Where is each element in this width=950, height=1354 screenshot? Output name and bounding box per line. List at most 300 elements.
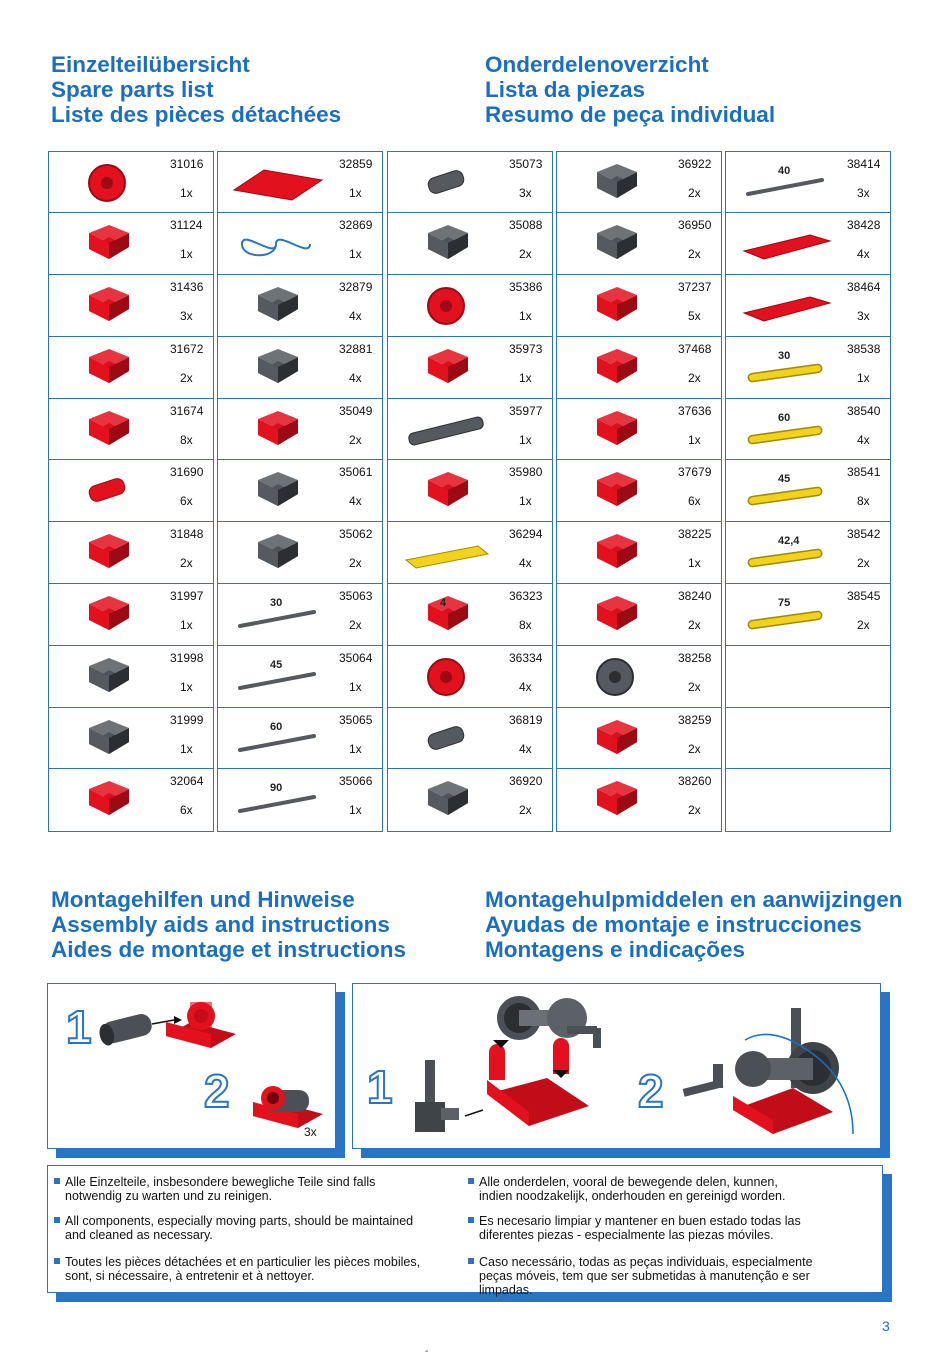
part-image: [730, 712, 838, 766]
heading-en: Spare parts list: [51, 77, 214, 102]
part-number: 38428: [847, 218, 881, 233]
part-quantity: 1x: [180, 247, 193, 262]
frame-icon: [561, 217, 669, 271]
part-quantity: 6x: [180, 803, 193, 818]
part-cell: [48, 151, 214, 214]
heading-bottom-left: [51, 887, 406, 962]
part-image: [392, 403, 500, 457]
heading-es: Lista da piezas: [485, 77, 646, 102]
part-number: 37237: [678, 280, 712, 295]
part-image: [392, 588, 500, 642]
part-image: [53, 464, 161, 518]
axle-icon: [222, 588, 330, 642]
mini-plate-icon: [53, 526, 161, 580]
part-quantity: 1x: [349, 185, 362, 200]
heading-nl: Onderdelenoverzicht: [485, 52, 709, 77]
part-cell: [725, 398, 891, 461]
part-cell: [217, 645, 383, 708]
assembly-illustration-right: [353, 984, 879, 1147]
heading-bottom-right: [485, 887, 903, 962]
strip-icon: [730, 464, 838, 518]
part-number: 38225: [678, 527, 712, 542]
assembly-panel-right: [352, 983, 881, 1149]
part-number: 32881: [339, 341, 373, 356]
part-image: [561, 464, 669, 518]
heading-pt: Montagens e indicações: [485, 937, 746, 962]
part-image: [392, 773, 500, 827]
part-number: 38259: [678, 712, 712, 727]
part-number: 31997: [170, 589, 204, 604]
frame-icon: [561, 156, 669, 210]
part-cell: [387, 336, 553, 399]
heading-fr: Aides de montage et instructions: [51, 937, 407, 962]
winch-assembled: [683, 1008, 853, 1134]
worm-icon: [392, 403, 500, 457]
track-icon: [222, 156, 330, 210]
part-cell: [725, 151, 891, 214]
part-quantity: 1x: [519, 432, 532, 447]
length-label: 42,4: [778, 535, 800, 548]
part-cell: [725, 212, 891, 275]
part-cell: [387, 212, 553, 275]
part-quantity: 1x: [349, 247, 362, 262]
cradle-part: [487, 1038, 589, 1126]
part-image: [392, 217, 500, 271]
step-number: 1: [367, 1061, 393, 1113]
part-cell: [725, 459, 891, 522]
part-cell: [48, 583, 214, 646]
part-quantity: 4x: [857, 247, 870, 262]
part-number: 36922: [678, 156, 712, 171]
heading-en: Assembly aids and instructions: [51, 912, 390, 937]
part-number: 31998: [170, 650, 204, 665]
part-quantity: 6x: [180, 494, 193, 509]
note-pt: Caso necessário, todas as peças individuais, especialmente peças móveis, tem que ser submetidas à manutenção e ser limpadas.: [479, 1255, 849, 1297]
part-image: [222, 217, 330, 271]
part-quantity: 2x: [688, 247, 701, 262]
part-number: 31672: [170, 341, 204, 356]
crank-icon: [53, 650, 161, 704]
part-quantity: 2x: [688, 803, 701, 818]
part-cell: [48, 212, 214, 275]
part-cell: [556, 151, 722, 214]
part-number: 38542: [847, 527, 881, 542]
heading-top-right: [485, 52, 775, 127]
part-quantity: 2x: [688, 741, 701, 756]
part-quantity: 2x: [349, 618, 362, 633]
part-quantity: 1x: [180, 618, 193, 633]
part-cell: [217, 583, 383, 646]
bracket-icon: [53, 217, 161, 271]
part-image: [392, 156, 500, 210]
parts-column: [48, 152, 214, 832]
part-number: 35977: [509, 403, 543, 418]
parts-column: [217, 152, 383, 832]
part-cell: [217, 521, 383, 584]
length-label: 90: [270, 782, 283, 795]
part-cell: [48, 521, 214, 584]
bullet-icon: [54, 1258, 60, 1264]
heading-fr: Liste des pièces détachées: [51, 102, 342, 127]
part-cell: [387, 707, 553, 770]
part-quantity: 4x: [519, 679, 532, 694]
part-image: [53, 217, 161, 271]
part-image: [730, 279, 838, 333]
note-fr: Toutes les pièces détachées et en particulier les pièces mobiles, sont, si nécessaire, à entretenir et à nettoyer.: [65, 1255, 450, 1283]
part-image: [392, 650, 500, 704]
part-image: [561, 156, 669, 210]
part-image: [392, 341, 500, 395]
part-number: 35061: [339, 465, 373, 480]
part-image: [392, 464, 500, 518]
part-cell: [556, 336, 722, 399]
part-cell: [387, 768, 553, 831]
cube-icon: [561, 403, 669, 457]
sleeve-part: [97, 1012, 154, 1047]
part-number: 37468: [678, 341, 712, 356]
part-image: [53, 773, 161, 827]
part-number: 32869: [339, 218, 373, 233]
part-cell: [217, 336, 383, 399]
part-image: [730, 588, 838, 642]
strip-icon: [730, 341, 838, 395]
part-number: 31999: [170, 712, 204, 727]
part-number: 38541: [847, 465, 881, 480]
part-quantity: 2x: [688, 679, 701, 694]
parts-column: [556, 152, 722, 832]
part-image: [222, 712, 330, 766]
part-cell: [48, 707, 214, 770]
part-image: [730, 650, 838, 704]
part-quantity: 2x: [180, 556, 193, 571]
parts-column: [387, 152, 553, 832]
part-quantity: 8x: [180, 432, 193, 447]
arrow-head: [174, 1016, 182, 1024]
empty-slot: [730, 773, 838, 827]
part-image: [222, 341, 330, 395]
part-image: [222, 464, 330, 518]
part-image: [53, 403, 161, 457]
lever-icon: [53, 341, 161, 395]
part-image: [561, 279, 669, 333]
part-cell: [217, 212, 383, 275]
heading-es: Ayudas de montaje e instrucciones: [485, 912, 862, 937]
step-number: 2: [638, 1065, 664, 1117]
part-cell: [556, 645, 722, 708]
empty-slot: [730, 712, 838, 766]
length-label: 45: [778, 473, 791, 486]
part-cell: [48, 398, 214, 461]
base-plate-icon: [730, 217, 838, 271]
part-quantity: 3x: [519, 185, 532, 200]
part-quantity: 2x: [519, 247, 532, 262]
part-image: [53, 341, 161, 395]
part-quantity: 1x: [519, 309, 532, 324]
axle-icon: [222, 773, 330, 827]
part-cell: [556, 459, 722, 522]
part-number: 31690: [170, 465, 204, 480]
reel-icon: [53, 156, 161, 210]
note-de: Alle Einzelteile, insbesondere bewegliche Teile sind falls notwendig zu warten und zu reinigen.: [65, 1175, 400, 1203]
part-quantity: 1x: [688, 556, 701, 571]
part-quantity: 3x: [857, 185, 870, 200]
part-quantity: 5x: [688, 309, 701, 324]
part-number: 36920: [509, 774, 543, 789]
part-cell: [556, 398, 722, 461]
part-image: [561, 403, 669, 457]
part-cell: [48, 768, 214, 831]
length-label: 30: [270, 597, 283, 610]
part-image: [561, 773, 669, 827]
sleeve-icon: [392, 156, 500, 210]
part-quantity: 1x: [519, 370, 532, 385]
long-plate-icon: [730, 279, 838, 333]
part-cell: [556, 212, 722, 275]
part-quantity: 1x: [180, 185, 193, 200]
hinge-block-icon: [53, 279, 161, 333]
length-label: 4: [440, 597, 447, 610]
angle-block-icon: [561, 588, 669, 642]
hook-icon: [561, 526, 669, 580]
part-quantity: 1x: [349, 741, 362, 756]
part-cell: [217, 274, 383, 337]
part-image: [730, 526, 838, 580]
part-number: 36323: [509, 589, 543, 604]
part-number: 32064: [170, 774, 204, 789]
part-image: [222, 526, 330, 580]
qty-label: 3x: [304, 1125, 317, 1139]
strut-icon: [392, 526, 500, 580]
part-number: 35073: [509, 156, 543, 171]
part-image: [561, 217, 669, 271]
part-image: [392, 712, 500, 766]
part-number: 31124: [170, 218, 203, 233]
heading-pt: Resumo de peça individual: [485, 102, 776, 127]
part-image: [222, 650, 330, 704]
part-number: 35049: [339, 403, 373, 418]
strip-icon: [730, 526, 838, 580]
part-cell: [387, 459, 553, 522]
part-number: 31848: [170, 527, 204, 542]
part-image: [392, 526, 500, 580]
bullet-icon: [468, 1258, 474, 1264]
axle-bolt-icon: [53, 464, 161, 518]
crank-handle-icon: [392, 217, 500, 271]
part-quantity: 2x: [349, 432, 362, 447]
part-quantity: 1x: [180, 679, 193, 694]
part-number: 36294: [509, 527, 543, 542]
part-number: 37636: [678, 403, 712, 418]
part-cell: [556, 707, 722, 770]
empty-slot: [730, 650, 838, 704]
part-quantity: 1x: [857, 370, 870, 385]
mini-plate-icon: [561, 279, 669, 333]
part-number: 37679: [678, 465, 712, 480]
empty-cell: [725, 707, 891, 770]
part-quantity: 2x: [180, 370, 193, 385]
empty-cell: [725, 645, 891, 708]
note-es: Es necesario limpiar y mantener en buen estado todas las diferentes piezas - especialmente las piezas móviles.: [479, 1214, 814, 1242]
part-number: 35066: [339, 774, 373, 789]
part-cell: [217, 768, 383, 831]
part-cell: [48, 274, 214, 337]
empty-cell: [725, 768, 891, 831]
part-number: 38540: [847, 403, 881, 418]
part-number: 35062: [339, 527, 373, 542]
part-quantity: 2x: [688, 370, 701, 385]
part-number: 31436: [170, 280, 204, 295]
cube-icon: [392, 341, 500, 395]
part-image: [222, 403, 330, 457]
sleeve-icon: [392, 712, 500, 766]
part-image: [730, 217, 838, 271]
part-quantity: 1x: [180, 741, 193, 756]
part-quantity: 2x: [349, 556, 362, 571]
axle-icon: [222, 650, 330, 704]
heading-top-left: [51, 52, 341, 127]
post-clamp-part: [415, 1060, 459, 1132]
part-image: [222, 279, 330, 333]
part-quantity: 8x: [857, 494, 870, 509]
holder-icon: [392, 773, 500, 827]
part-number: 36334: [509, 650, 543, 665]
part-cell: [556, 583, 722, 646]
part-cell: [387, 398, 553, 461]
part-image: [730, 464, 838, 518]
part-quantity: 4x: [519, 741, 532, 756]
part-number: 35980: [509, 465, 543, 480]
part-image: [730, 403, 838, 457]
heading-nl: Montagehulpmiddelen en aanwijzingen: [485, 887, 903, 912]
hub-icon: [561, 650, 669, 704]
part-cell: [387, 151, 553, 214]
part-cell: [217, 398, 383, 461]
part-number: 35973: [509, 341, 543, 356]
block-icon: [53, 773, 161, 827]
part-quantity: 2x: [688, 185, 701, 200]
step-number: 2: [204, 1065, 230, 1117]
part-number: 35064: [339, 650, 373, 665]
part-image: [730, 341, 838, 395]
strip-icon: [730, 403, 838, 457]
part-quantity: 1x: [349, 803, 362, 818]
part-quantity: 8x: [519, 618, 532, 633]
bullet-icon: [468, 1217, 474, 1223]
part-quantity: 2x: [857, 556, 870, 571]
post-clamp-icon: [53, 712, 161, 766]
part-quantity: 2x: [688, 618, 701, 633]
part-cell: [556, 521, 722, 584]
part-cell: [217, 707, 383, 770]
part-number: 35088: [509, 218, 543, 233]
part-cell: [217, 151, 383, 214]
part-number: 38240: [678, 589, 712, 604]
part-cell: [725, 336, 891, 399]
part-number: 38414: [847, 156, 881, 171]
part-number: 31016: [170, 156, 204, 171]
part-cell: [725, 583, 891, 646]
square-plate-icon: [561, 712, 669, 766]
part-cell: [387, 521, 553, 584]
part-number: 38545: [847, 589, 881, 604]
part-image: [222, 773, 330, 827]
part-number: 32859: [339, 156, 373, 171]
axle-icon: [730, 156, 838, 210]
part-cell: [387, 583, 553, 646]
note-nl: Alle onderdelen, vooral de bewegende delen, kunnen, indien noodzakelijk, onderhouden en gereinigd worden.: [479, 1175, 814, 1203]
part-number: 38464: [847, 280, 881, 295]
part-number: 31674: [170, 403, 204, 418]
collet-axle-icon: [222, 464, 330, 518]
part-cell: [725, 521, 891, 584]
part-image: [561, 588, 669, 642]
part-cell: [556, 274, 722, 337]
part-cell: [556, 768, 722, 831]
hinge-block-part: [166, 1002, 236, 1048]
part-quantity: 1x: [349, 679, 362, 694]
part-cell: [725, 274, 891, 337]
bullet-icon: [468, 1178, 474, 1184]
bullet-icon: [54, 1178, 60, 1184]
flat-plate-icon: [222, 403, 330, 457]
part-image: [222, 156, 330, 210]
footer-mark: -: [425, 1346, 429, 1354]
part-number: 35386: [509, 280, 543, 295]
part-image: [53, 712, 161, 766]
part-quantity: 2x: [519, 803, 532, 818]
part-quantity: 4x: [857, 432, 870, 447]
clip-icon: [561, 464, 669, 518]
part-cell: [48, 459, 214, 522]
part-image: [392, 279, 500, 333]
part-cell: [387, 645, 553, 708]
care-notes: [47, 1165, 883, 1297]
axle-icon: [222, 712, 330, 766]
part-number: 32879: [339, 280, 373, 295]
part-quantity: 3x: [857, 309, 870, 324]
collet-icon: [222, 526, 330, 580]
part-image: [53, 156, 161, 210]
part-image: [53, 279, 161, 333]
part-quantity: 6x: [688, 494, 701, 509]
part-image: [53, 650, 161, 704]
cradle-icon: [53, 588, 161, 642]
part-number: 36819: [509, 712, 543, 727]
part-number: 35063: [339, 589, 373, 604]
part-image: [561, 526, 669, 580]
part-image: [53, 526, 161, 580]
part-number: 38258: [678, 650, 712, 665]
part-image: [561, 650, 669, 704]
part-quantity: 1x: [688, 432, 701, 447]
double-block-icon: [222, 341, 330, 395]
heading-de: Einzelteilübersicht: [51, 52, 250, 77]
page-number: 3: [882, 1318, 890, 1334]
note-en: All components, especially moving parts, should be maintained and cleaned as necessary.: [65, 1214, 430, 1242]
assembly-panel-left: [47, 983, 336, 1149]
heading-de: Montagehilfen und Hinweise: [51, 887, 355, 912]
assembly-illustration-left: [48, 984, 334, 1147]
length-label: 60: [270, 720, 283, 733]
part-quantity: 4x: [349, 494, 362, 509]
building-block-icon: [222, 279, 330, 333]
part-number: 38538: [847, 341, 881, 356]
block-icon: [561, 341, 669, 395]
strip-icon: [730, 588, 838, 642]
part-image: [222, 588, 330, 642]
gear-icon: [392, 650, 500, 704]
length-label: 30: [778, 349, 791, 362]
